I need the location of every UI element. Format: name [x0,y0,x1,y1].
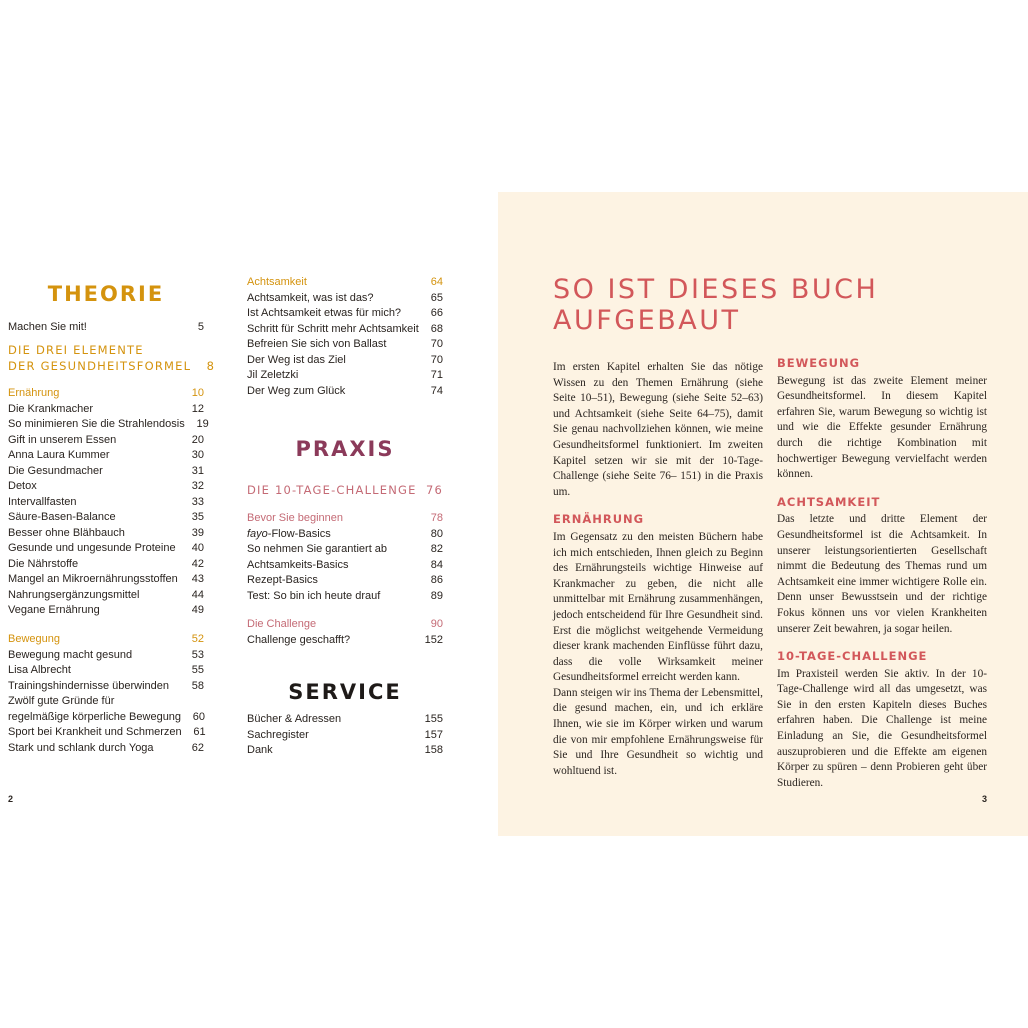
toc-page: 89 [430,589,443,602]
toc-row[interactable] [247,337,443,353]
toc-intro [8,320,204,336]
left-text-column [553,360,763,791]
toc-label: Test: So bin ich heute drauf [247,589,381,602]
toc-page [180,694,204,710]
toc-page: 62 [191,741,204,754]
toc-page: 71 [430,369,443,381]
page-number-left: 2 [8,794,14,804]
toc-page: 157 [424,728,443,741]
toc-page: 5 [197,321,204,333]
toc-row[interactable] [247,384,443,400]
achtsamkeit-paragraph: Das letzte und dritte Element der Gesundheitsformel ist die Achtsamkeit. In unserer leistungsorientierten Gesellschaft nimmt die Bedeutung des Themas rund um Achtsamkeit eine immer wichtigere Rolle ein. Denn unser Bewusstsein und der richtige Fokus können uns vor vielen Krankheiten unserer Zeit bewahren, ja sogar heilen. [777,513,987,635]
ernaehrung-paragraph-2: Dann steigen wir ins Thema der Lebensmittel, die gesund machen, ein, und ich erkläre Ihnen, wie sie im Körper wirken und warum die von mir empfohlene Ernährungsweise für Sie und Ihre Gesundheit so wichtig und wohltuend ist. [553,686,763,777]
toc-label: Machen Sie mit! [8,321,87,333]
toc-page: 70 [430,338,443,350]
toc-row[interactable] [247,291,443,307]
toc-label: Säure-Basen-Balance [8,511,116,523]
toc-row[interactable] [8,679,204,695]
toc-label-rest: -Flow-Basics [267,527,331,540]
toc-page: 39 [191,526,204,539]
toc-label: Intervallfasten [8,495,77,508]
page-title-line1: SO IST DIESES BUCH [553,274,879,305]
toc-row[interactable] [8,741,204,757]
toc-page: 10 [191,387,204,399]
toc-label: Achtsamkeit, was ist das? [247,291,374,304]
toc-page: 53 [191,648,204,661]
toc-label: Mangel an Mikroernährungsstoffen [8,573,178,585]
toc-row[interactable] [247,322,443,338]
toc-page: 155 [424,713,443,725]
toc-label: Lisa Albrecht [8,664,71,676]
toc-section-bewegung [8,632,204,756]
toc-section-die-challenge [247,617,443,648]
toc-label: Befreien Sie sich von Ballast [247,338,387,350]
toc-row[interactable] [247,573,443,589]
ernaehrung-heading: ERNÄHRUNG [553,512,645,527]
toc-row[interactable] [8,572,204,588]
toc-row[interactable] [8,402,204,418]
toc-page: 82 [430,543,443,555]
toc-row[interactable] [8,694,204,710]
toc-label [247,527,331,543]
toc-row[interactable] [8,663,204,679]
toc-label-italic: fayo [247,527,268,540]
toc-page: 158 [424,744,443,756]
toc-label: Der Weg ist das Ziel [247,353,346,366]
toc-page: 86 [430,574,443,586]
service-title: SERVICE [288,680,402,704]
toc-label: Die Krankmacher [8,402,93,415]
toc-label: Bewegung macht gesund [8,648,133,661]
chapter-title: DIE 10-TAGE-CHALLENGE [247,483,417,497]
toc-row[interactable] [8,320,204,336]
bewegung-heading: BEWEGUNG [777,356,861,370]
toc-section-head[interactable] [247,511,443,527]
challenge-paragraph: Im Praxisteil werden Sie aktiv. In der 10-Tage-Challenge wird all das umgesetzt, was Sie in den ersten Kapiteln dieses Buches erfahren haben. Die Challenge ist meine Einladung an Sie, die Gesundheitsformel auszuprobieren und die Effekte am eigenen Körper zu spüren – denn Probieren geht über Studieren. [777,667,987,789]
toc-label: Bevor Sie beginnen [247,512,344,524]
toc-row[interactable] [247,633,443,649]
toc-label: Achtsamkeit [247,276,307,288]
toc-label: Nahrungsergänzungsmittel [8,588,140,601]
toc-page: 74 [430,384,443,397]
toc-section-head[interactable] [8,632,204,648]
page-number-right: 3 [982,794,988,804]
toc-row[interactable] [247,542,443,558]
toc-page: 60 [192,710,206,723]
toc-label: Ernährung [8,387,60,399]
toc-row[interactable] [8,557,204,573]
toc-section-ernaehrung [8,386,209,619]
toc-page: 32 [191,480,204,492]
toc-label: Challenge geschafft? [247,633,351,646]
toc-label: Zwölf gute Gründe für [8,695,115,707]
toc-page: 19 [196,418,209,430]
toc-label: Anna Laura Kummer [8,449,110,461]
toc-row[interactable] [8,417,209,433]
toc-row[interactable] [8,725,204,741]
ernaehrung-paragraph: Im Gegensatz zu den meisten Büchern habe ich mich entschieden, Ihnen gleich zu Beginn des Ernährungsteils wichtige Hinweise auf Krankmacher zu geben, die nicht alle unmittelbar mit Ernährung zusammenhängen, jedoch entscheidend für Ihre Gesundheit sind. Erst die möglichst weitgehende Vermeidung dieser krank machenden Einflüsse führt dazu, dass die volle Wirksamkeit meiner Gesundheitsformel erreicht werden kann. [553,530,763,684]
toc-row[interactable] [8,710,204,726]
toc-page: 152 [424,633,443,646]
toc-label: Vegane Ernährung [8,604,100,616]
toc-page: 61 [193,726,206,738]
toc-page: 68 [430,322,443,335]
toc-row[interactable] [247,743,443,759]
praxis-title: PRAXIS [295,437,395,461]
toc-label: Die Challenge [247,618,317,630]
toc-page: 35 [191,511,204,523]
toc-label: Der Weg zum Glück [247,384,346,397]
toc-page: 58 [191,679,204,692]
toc-row[interactable] [8,603,204,619]
toc-page: 12 [191,402,204,415]
page-title [553,274,993,336]
toc-row[interactable] [247,353,443,369]
toc-row[interactable] [8,588,204,604]
toc-page: 49 [191,604,204,616]
toc-row[interactable] [8,495,204,511]
intro-paragraph: Im ersten Kapitel erhalten Sie das nötige Wissen zu den Themen Ernährung (siehe Seite 10–51), Bewegung (siehe Seite 52–63) und Achtsamkeit (siehe Seite 64–75), damit Sie genau nachvollziehen können, wie meine Gesundheitsformel funktioniert. Im zweiten Kapitel setzen wir sie mit der 10-Tage-Challenge (siehe Seite 76– 151) in die Praxis um. [553,361,763,498]
toc-section-head[interactable] [247,617,443,633]
toc-page: 44 [191,588,204,601]
page-title-line2: AUFGEBAUT [553,305,741,336]
challenge-heading: 10-TAGE-CHALLENGE [777,649,928,664]
toc-page: 42 [191,557,204,570]
toc-label: Gift in unserem Essen [8,433,117,446]
toc-label: Trainingshindernisse überwinden [8,679,170,692]
toc-label: Schritt für Schritt mehr Achtsamkeit [247,322,419,335]
chapter-page: 76 [425,483,443,497]
toc-label: So nehmen Sie garantiert ab [247,543,388,555]
toc-page: 84 [430,558,443,571]
toc-section-head[interactable] [247,275,443,291]
toc-page: 20 [191,433,204,446]
toc-page: 70 [430,353,443,366]
theorie-title: THEORIE [47,282,165,306]
toc-row[interactable] [247,558,443,574]
toc-chapter-challenge[interactable] [247,482,443,498]
toc-page: 80 [430,527,443,540]
toc-section-head[interactable] [8,386,204,402]
toc-page: 64 [430,276,443,288]
right-page [498,192,1028,836]
toc-label: Stark und schlank durch Yoga [8,741,154,754]
toc-page: 52 [191,633,204,645]
toc-page: 30 [191,449,204,461]
toc-chapter-drei-elemente[interactable] [8,342,216,374]
chapter-page: 8 [206,359,216,373]
chapter-title-line2: DER GESUNDHEITSFORMEL [8,359,192,373]
toc-page: 66 [430,307,443,319]
toc-row[interactable] [8,510,204,526]
toc-row[interactable] [8,479,204,495]
toc-label: Bücher & Adressen [247,713,342,725]
toc-section-bevor [247,511,443,604]
toc-row[interactable] [247,527,443,543]
toc-section-achtsamkeit [247,275,443,399]
toc-label: Die Gesundmacher [8,464,103,477]
toc-row[interactable] [8,526,204,542]
toc-page: 55 [191,664,204,676]
toc-label: Besser ohne Blähbauch [8,526,125,539]
bewegung-paragraph: Bewegung ist das zweite Element meiner Gesundheitsformel. In diesem Kapitel erfahren Sie, warum Bewegung so wichtig ist und wie die Effekte gesunder Ernährung durch die richtige Kombination mit hochwertiger Bewegung vervielfacht werden können. [777,374,987,481]
toc-label: Jil Zeletzki [247,369,299,381]
toc-row[interactable] [8,433,204,449]
right-text-column [777,356,987,803]
toc-page: 65 [430,291,443,304]
toc-label: Die Nährstoffe [8,557,79,570]
toc-label: Sachregister [247,728,309,741]
toc-label: So minimieren Sie die Strahlendosis [8,418,185,430]
toc-row[interactable] [247,712,443,728]
toc-row[interactable] [247,306,443,322]
toc-row[interactable] [8,448,204,464]
toc-label: Bewegung [8,633,60,645]
toc-page: 43 [191,573,204,585]
toc-label: Dank [247,744,273,756]
toc-row[interactable] [247,728,443,744]
toc-row[interactable] [8,648,204,664]
toc-label: Achtsamkeits-Basics [247,558,349,571]
toc-label: Gesunde und ungesunde Proteine [8,542,176,554]
achtsamkeit-heading: ACHTSAMKEIT [777,494,881,509]
toc-page: 78 [430,512,443,524]
toc-section-service [247,712,443,759]
toc-row[interactable] [8,541,204,557]
chapter-title-line1: DIE DREI ELEMENTE [8,343,144,357]
toc-page: 40 [191,542,204,554]
toc-page: 31 [191,464,204,477]
toc-row[interactable] [247,368,443,384]
toc-label: Ist Achtsamkeit etwas für mich? [247,307,402,319]
toc-page: 33 [191,495,204,508]
toc-page: 90 [430,618,443,630]
toc-row[interactable] [8,464,204,480]
toc-label: Detox [8,480,37,492]
toc-label: Rezept-Basics [247,574,318,586]
toc-row[interactable] [247,589,443,605]
toc-label: Sport bei Krankheit und Schmerzen [8,726,182,738]
toc-label: regelmäßige körperliche Bewegung [8,710,182,723]
